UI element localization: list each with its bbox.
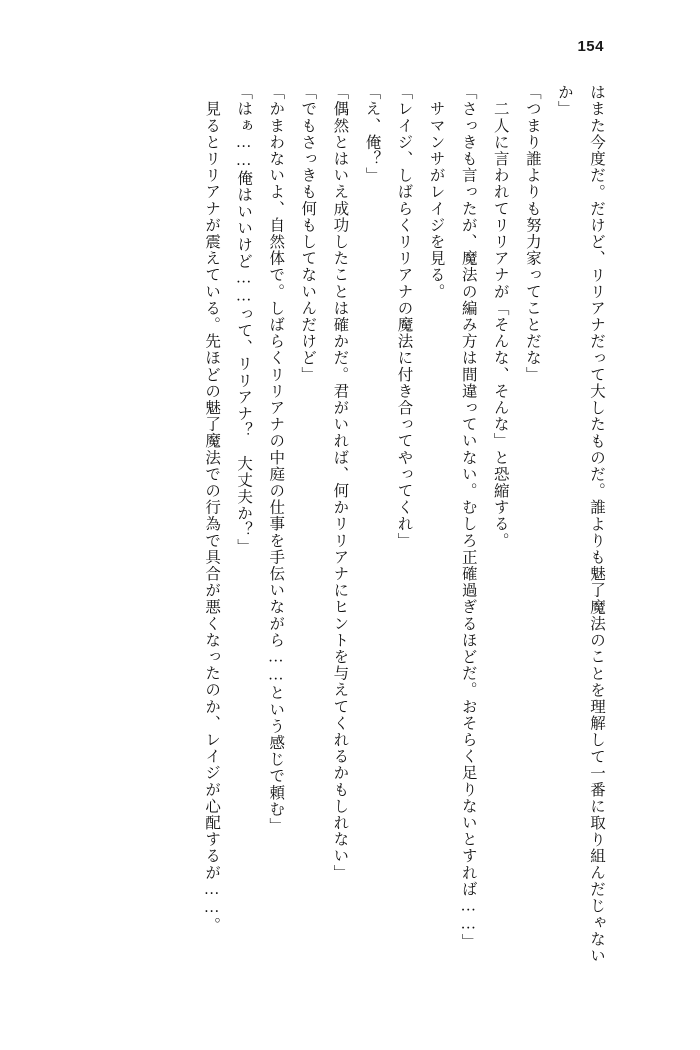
page-body-text [56,84,612,964]
paragraph: 「え、俺？」 [363,84,381,184]
paragraph: 二人に言われてリリアナが「そんな、そんな」と恐縮する。 [491,84,509,549]
paragraph: 「でもさっきも何もしてないんだけど」 [299,84,317,383]
page-number: 154 [577,38,604,55]
paragraph: 「かまわないよ、自然体で。しばらくリリアナの中庭の仕事を手伝いながら……という感じで頼む」 [267,84,285,834]
paragraph: 「さっきも言ったが、魔法の編み方は間違っていない。むしろ正確過ぎるほどだ。おそらく足りないとすれば……」 [459,84,477,951]
paragraph: サマンサがレイジを見る。 [427,84,445,300]
paragraph: はまた今度だ。だけど、リリアナだって大したものだ。誰よりも魅了魔法のことを理解して一番に取り組んだじゃないか」 [555,84,605,964]
paragraph: 「つまり誰よりも努力家ってことだな」 [523,84,541,383]
paragraph: 「レイジ、しばらくリリアナの魔法に付き合ってやってくれ」 [395,84,413,549]
paragraph: 「偶然とはいえ成功したことは確かだ。君がいれば、何かリリアナにヒントを与えてくれるかもしれない」 [331,84,349,881]
paragraph: 「はぁ……俺はいいけど……って、リリアナ？ 大丈夫か？」 [235,84,253,555]
paragraph: 見るとリリアナが震えている。先ほどの魅了魔法での行為で具合が悪くなったのか、レイジが心配するが……。 [203,84,221,934]
